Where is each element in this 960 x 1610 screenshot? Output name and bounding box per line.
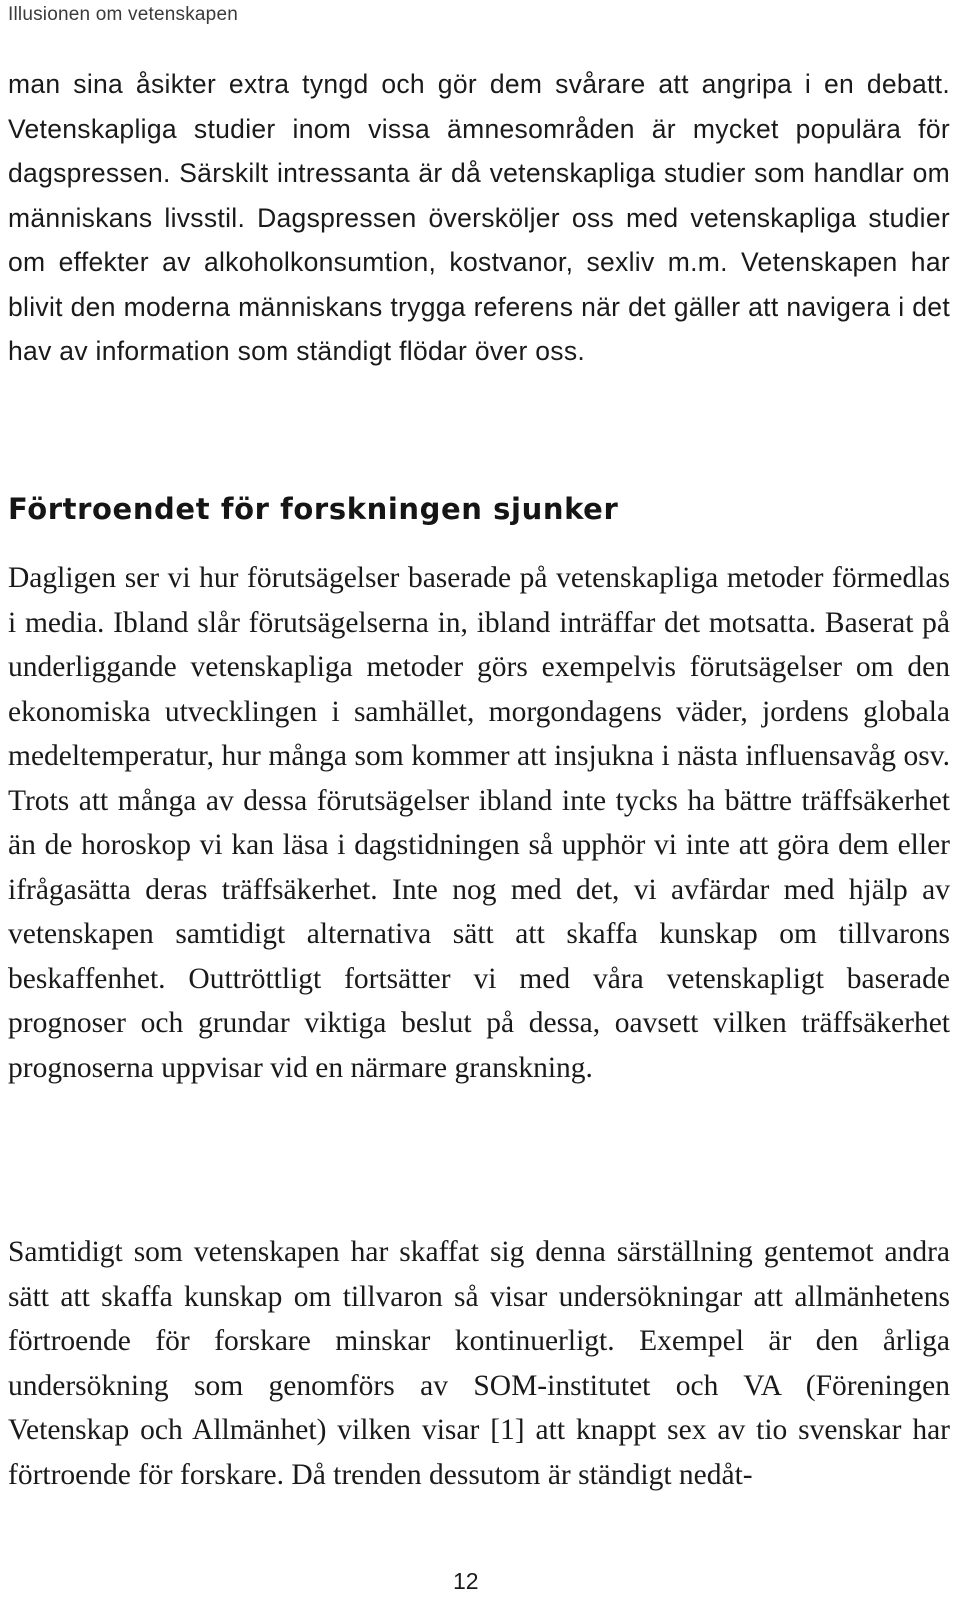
body-paragraph-intro: man sina åsikter extra tyngd och gör dem svårare att angripa i en debatt. Vetenskapliga studier inom vissa ämnesområden är mycket populära för dagspressen. Särskilt intressanta är då vetenskapliga studier som handlar om människans livsstil. Dagspressen översköljer oss med vetenskapliga studier om effekter av alkoholkonsumtion, kostvanor, sexliv m.m. Vetenskapen har blivit den moderna människans trygga referens när det gäller att navigera i det hav av information som ständigt flödar över oss. xyxy=(8,69,950,366)
section-heading: Förtroendet för forskningen sjunker xyxy=(8,492,619,526)
body-paragraph-predictions: Dagligen ser vi hur förutsägelser baserade på vetenskapliga metoder förmedlas i media. Ibland slår förutsägelserna in, ibland inträffar det motsatta. Baserat på underliggande vetenskapliga metoder görs exempelvis förutsägelser om den ekonomiska utvecklingen i samhället, morgondagens väder, jordens globala medeltemperatur, hur många som kommer att insjukna i nästa influensavåg osv. Trots att många av dessa förutsägelser ibland inte tycks ha bättre träffsäkerhet än de horoskop vi kan läsa i dagstidningen så upphör vi inte att göra dem eller ifrågasätta deras träffsäkerhet. Inte nog med det, vi avfärdar med hjälp av vetenskapen samtidigt alternativa sätt att skaffa kunskap om tillvarons beskaffenhet. Outtröttligt fortsätter vi med våra vetenskapligt baserade prognoser och grundar viktiga beslut på dessa, oavsett vilken träffsäkerhet prognoserna uppvisar vid en närmare granskning. xyxy=(8,562,950,1084)
running-header: Illusionen om vetenskapen xyxy=(8,4,238,25)
page-number: 12 xyxy=(453,1568,479,1594)
body-paragraph-trust: Samtidigt som vetenskapen har skaffat sig denna särställning gentemot andra sätt att skaffa kunskap om tillvaron så visar undersökningar att allmänhetens förtroende för forskare minskar kontinuerligt. Exempel är den årliga undersökning som genomförs av SOM-institutet och VA (Föreningen Vetenskap och Allmänhet) vilken visar [1] att knappt sex av tio svenskar har förtroende för forskare. Då trenden dessutom är ständigt nedåt- xyxy=(8,1236,950,1491)
